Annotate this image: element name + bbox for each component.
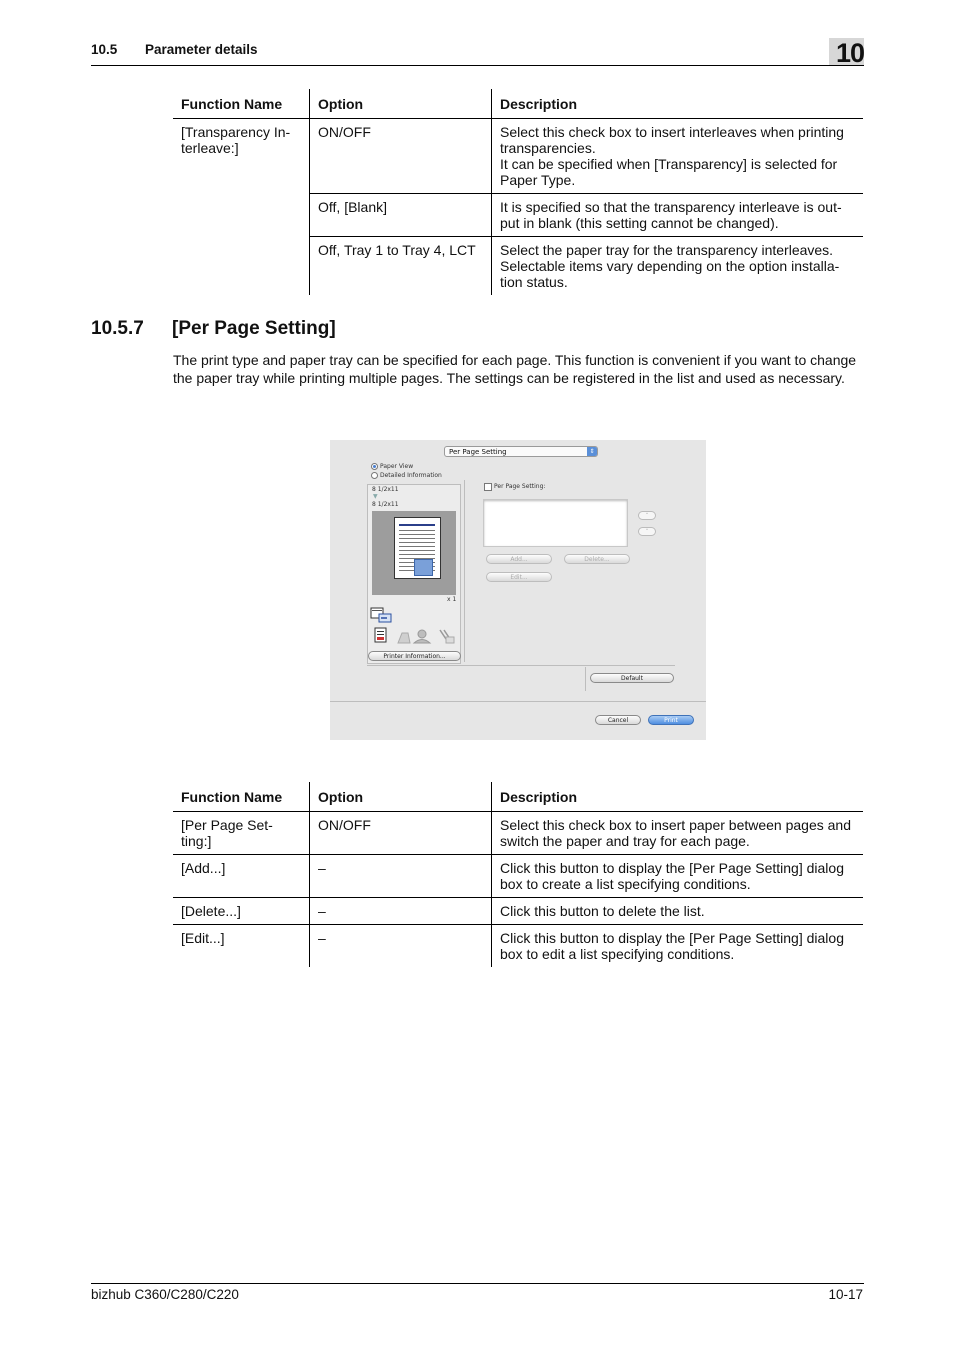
chapter-number-badge: 10	[829, 38, 864, 65]
move-up-button[interactable]: ˄	[638, 511, 656, 520]
default-button[interactable]: Default	[590, 673, 674, 683]
cell-description: Click this button to display the [Per Page Setting] dialog box to edit a list specifying conditions.	[500, 930, 844, 962]
cell-option: Off, Tray 1 to Tray 4, LCT	[310, 237, 492, 296]
column-header-function: Function Name	[173, 89, 310, 119]
cell-description: Select this check box to insert interleaves when printing transparencies. It can be specified when [Transparency] is selected for Paper Type.	[492, 119, 864, 194]
column-header-description: Description	[492, 89, 864, 119]
per-page-setting-label: Per Page Setting:	[494, 483, 546, 490]
cell-function: [Per Page Set- ting:]	[173, 812, 310, 855]
print-button[interactable]: Print	[648, 715, 694, 725]
cell-option: –	[310, 855, 492, 898]
printer-information-button[interactable]: Printer Information...	[368, 651, 461, 661]
cell-description: Click this button to display the [Per Page Setting] dialog box to create a list specifying conditions.	[492, 855, 864, 898]
popup-value: Per Page Setting	[449, 448, 507, 456]
print-dialog-screenshot	[330, 440, 706, 740]
finishing-options-icons	[396, 628, 456, 644]
cell-description: Select this check box to insert paper between pages and switch the paper and tray for each page.	[492, 812, 864, 855]
header-section-number: 10.5	[91, 42, 118, 57]
cell-function: [Delete...]	[173, 898, 310, 925]
delete-button[interactable]: Delete...	[564, 554, 630, 564]
down-arrow-icon: ▼	[373, 493, 378, 500]
column-header-option: Option	[310, 89, 492, 119]
column-header-function: Function Name	[173, 782, 310, 812]
footer-rule	[91, 1283, 864, 1284]
cell-option: –	[310, 925, 492, 968]
settings-popup-menu[interactable]	[444, 446, 598, 457]
radio-detailed-info[interactable]	[371, 472, 378, 479]
per-page-setting-checkbox[interactable]	[484, 483, 492, 491]
running-header	[91, 42, 258, 57]
paper-size-bottom: 8 1/2x11	[372, 501, 399, 508]
cell-option: –	[310, 898, 492, 925]
cell-function: [Transparency In- terleave:]	[173, 119, 310, 194]
cell-function: [Edit...]	[173, 925, 310, 968]
cell-description: Click this button to delete the list.	[492, 898, 864, 925]
cancel-button[interactable]: Cancel	[595, 715, 641, 725]
panel-divider	[464, 480, 465, 662]
section-heading	[91, 318, 336, 340]
cell-description: Select the paper tray for the transparency interleaves. Selectable items vary depending on the option installa- tion status.	[500, 242, 840, 290]
edit-button[interactable]: Edit...	[486, 572, 552, 582]
table-header-row	[173, 782, 863, 812]
transparency-interleave-table	[173, 89, 863, 295]
section-title: [Per Page Setting]	[172, 318, 336, 339]
cell-function	[173, 194, 310, 237]
footer-page-number: 10-17	[828, 1287, 863, 1302]
table-row	[173, 812, 863, 855]
column-header-description: Description	[492, 782, 864, 812]
column-header-option: Option	[310, 782, 492, 812]
paper-size-top: 8 1/2x11	[372, 486, 399, 493]
copies-count: x 1	[447, 596, 457, 603]
cell-option: ON/OFF	[310, 119, 492, 194]
printer-settings-icon	[374, 627, 388, 643]
per-page-setting-table	[173, 782, 863, 967]
table-row	[173, 898, 863, 925]
table-row	[173, 194, 863, 237]
per-page-settings-list[interactable]	[483, 499, 628, 547]
table-row	[173, 855, 863, 898]
table-header-row	[173, 89, 863, 119]
header-section-title: Parameter details	[145, 42, 258, 57]
add-button[interactable]: Add...	[486, 554, 552, 564]
divider-line	[585, 667, 586, 691]
header-rule	[91, 65, 864, 66]
radio-paper-view-label: Paper View	[380, 463, 414, 470]
divider-line	[330, 701, 706, 702]
cell-function: [Add...]	[173, 855, 310, 898]
cell-option: Off, [Blank]	[310, 194, 492, 237]
table-row	[173, 925, 863, 968]
output-tray-icon	[370, 607, 392, 623]
radio-detailed-info-label: Detailed Information	[380, 472, 442, 479]
radio-paper-view[interactable]	[371, 463, 378, 470]
cell-description: It is specified so that the transparency interleave is out- put in blank (this setting cannot be changed).	[492, 194, 864, 237]
divider-line	[367, 665, 675, 666]
intro-paragraph: The print type and paper tray can be specified for each page. This function is convenient if you want to change the paper tray while printing multiple pages. The settings can be registered in the list and used as necessary.	[173, 352, 857, 386]
section-number: 10.5.7	[91, 318, 144, 339]
table-row	[173, 237, 863, 296]
cell-function	[173, 237, 310, 296]
move-down-button[interactable]: ˅	[638, 527, 656, 536]
popup-arrows-icon: ⇕	[587, 447, 597, 456]
cell-option: ON/OFF	[310, 812, 492, 855]
table-row	[173, 119, 863, 194]
footer-product-name: bizhub C360/C280/C220	[91, 1287, 239, 1302]
page-preview-highlight	[414, 559, 433, 576]
